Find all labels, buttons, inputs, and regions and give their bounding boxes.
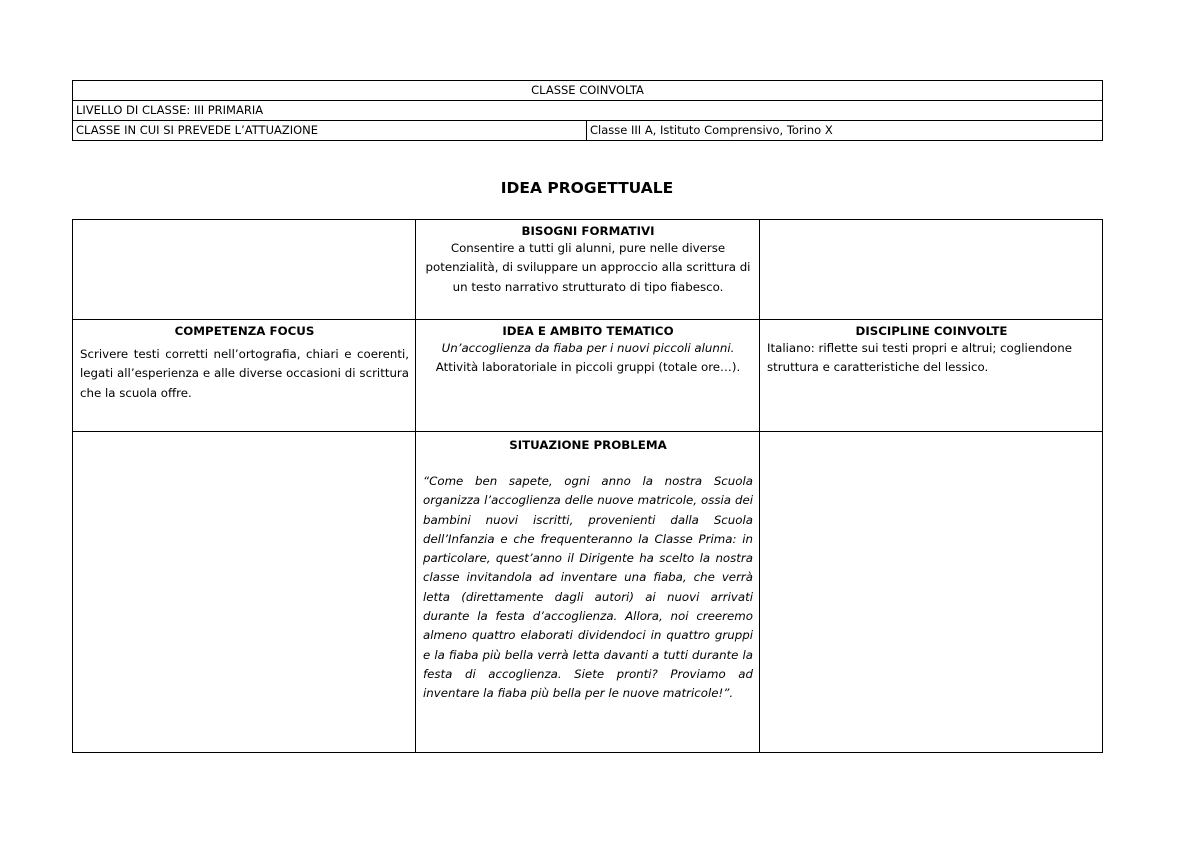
- idea-ambito-italic-text: Un’accoglienza da fiaba per i nuovi piccoli alunni.: [441, 341, 735, 355]
- bisogni-formativi-text: Consentire a tutti gli alunni, pure nelle diverse potenzialità, di sviluppare un approccio alla scrittura di un testo narrativo strutturato di tipo fiabesco.: [425, 241, 751, 294]
- empty-cell-bottom-left: [73, 432, 416, 753]
- competenza-focus-text: Scrivere testi corretti nell’ortografia, chiari e coerenti, legati all’esperienza e alle diverse occasioni di scrittura che la scuola offre.: [80, 347, 409, 400]
- situazione-problema-heading: SITUAZIONE PROBLEMA: [509, 438, 667, 452]
- page-title: IDEA PROGETTUALE: [500, 179, 674, 197]
- empty-cell-top-right: [760, 220, 1103, 320]
- class-involved-header: CLASSE COINVOLTA: [73, 81, 1103, 101]
- class-level: LIVELLO DI CLASSE: III PRIMARIA: [73, 101, 1103, 121]
- situazione-problema-text: “Come ben sapete, ogni anno la nostra Scuola organizza l’accoglienza delle nuove matricole, ossia dei bambini nuovi iscritti, provenienti dalla Scuola dell’Infanzia e che frequenteranno la Classe Prima: in particolare, quest’anno il Dirigente ha scelto la nostra classe invitandola ad inventare una fiaba, che verrà letta (direttamente dagli autori) ai nuovi arrivati durante la festa d’accoglienza. Allora, noi creeremo almeno quattro elaborati dividendoci in quattro gruppi e la fiaba più bella verrà letta davanti a tutti durante la festa di accoglienza. Siete pronti? Proviamo ad inventare la fiaba più bella per le nuove matricole!”.: [423, 474, 753, 701]
- competenza-focus-cell: [73, 320, 416, 432]
- project-idea-table: [72, 219, 1103, 753]
- implementation-class-label: CLASSE IN CUI SI PREVEDE L’ATTUAZIONE: [73, 121, 587, 141]
- implementation-class-value: Classe III A, Istituto Comprensivo, Torino X: [587, 121, 1103, 141]
- class-involved-table: [72, 80, 1103, 141]
- idea-ambito-heading: IDEA E AMBITO TEMATICO: [502, 324, 674, 338]
- empty-cell-top-left: [73, 220, 416, 320]
- idea-ambito-text: Attività laboratoriale in piccoli gruppi (totale ore…).: [435, 360, 741, 375]
- situazione-problema-cell: [416, 432, 760, 753]
- idea-ambito-cell: [416, 320, 760, 432]
- empty-cell-bottom-right: [760, 432, 1103, 753]
- discipline-heading: DISCIPLINE COINVOLTE: [855, 324, 1008, 338]
- discipline-cell: [760, 320, 1103, 432]
- bisogni-formativi-heading: BISOGNI FORMATIVI: [521, 224, 655, 238]
- bisogni-formativi-cell: [416, 220, 760, 320]
- discipline-text: Italiano: riflette sui testi propri e altrui; cogliendone struttura e caratteristiche del lessico.: [767, 341, 1072, 375]
- competenza-focus-heading: COMPETENZA FOCUS: [174, 324, 315, 338]
